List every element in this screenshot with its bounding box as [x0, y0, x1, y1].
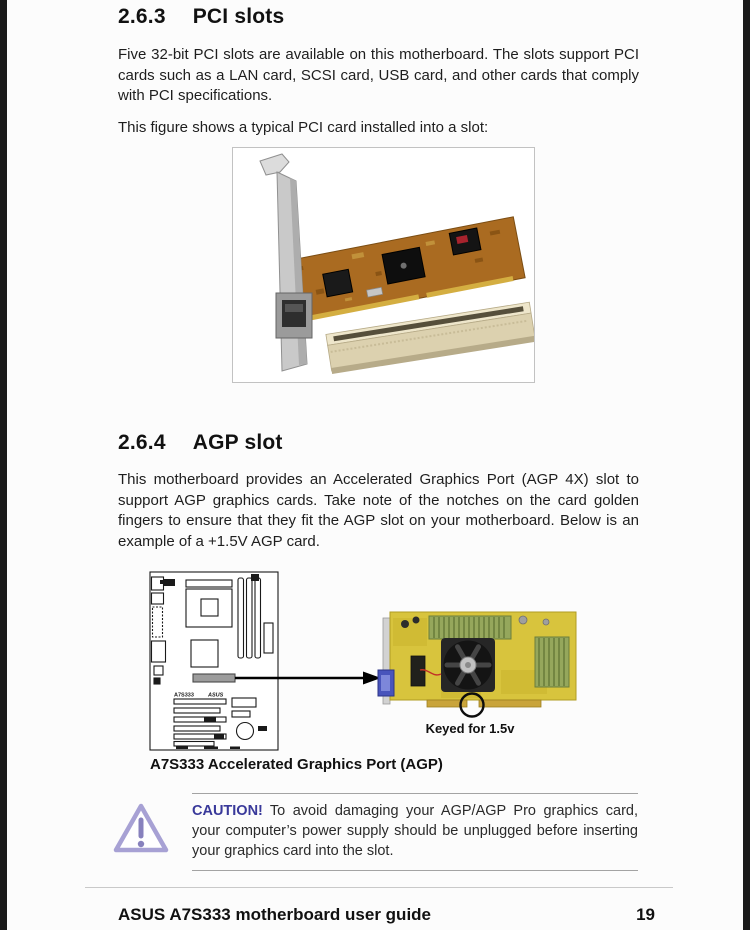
warning-icon	[112, 801, 170, 856]
agp-figure-caption: A7S333 Accelerated Graphics Port (AGP)	[150, 756, 443, 773]
agp-figure	[118, 568, 638, 760]
gpu-fan	[441, 638, 495, 692]
section-heading-agp	[118, 431, 283, 455]
agp-paragraph: This motherboard provides an Accelerated Graphics Port (AGP 4X) slot to support AGP graphics cards. Take note of the notches on the card golden fingers to ensure that they fit the AGP slot on your motherboard. Below is an example of a +1.5V AGP card.	[118, 471, 639, 550]
section-title: PCI slots	[192, 5, 285, 28]
motherboard-diagram	[150, 572, 278, 750]
agp-slot-highlight	[193, 674, 235, 682]
pci-figure-intro: This figure shows a typical PCI card installed into a slot:	[118, 119, 489, 136]
agp-card	[378, 612, 576, 707]
pci-card-illustration	[233, 148, 534, 382]
pci-slot-connector	[326, 302, 534, 374]
caution-label: CAUTION!	[192, 803, 263, 819]
vga-connector	[378, 670, 394, 696]
rj45-port	[276, 293, 312, 338]
agp-figure-illustration	[118, 568, 638, 760]
pci-paragraph: Five 32-bit PCI slots are available on this motherboard. The slots support PCI cards such as a LAN card, SCSI card, USB card, and other cards that comply with PCI specifications.	[118, 46, 639, 104]
board-model-label: A7S333	[174, 692, 194, 699]
memory-heatsink-top	[429, 616, 511, 639]
footer-rule	[85, 887, 673, 888]
pci-card-figure	[232, 147, 535, 383]
section-heading-pci	[118, 5, 284, 29]
caution-text	[192, 801, 638, 861]
keyed-label: Keyed for 1.5v	[425, 721, 515, 736]
screen-edge-right	[743, 0, 750, 930]
board-brand-label: ASUS	[208, 692, 224, 699]
page-number: 19	[636, 905, 655, 924]
footer-title: ASUS A7S333 motherboard user guide	[118, 905, 432, 924]
section-number: 2.6.3	[118, 5, 166, 28]
pci-card-pcb	[280, 217, 526, 324]
section-number: 2.6.4	[118, 431, 166, 454]
screen-edge-left	[0, 0, 7, 930]
section-title: AGP slot	[192, 431, 283, 454]
memory-heatsink-right	[535, 637, 569, 687]
caution-body: To avoid damaging your AGP/AGP Pro graphics card, your computer’s power supply should be unplugged before inserting your graphics card into the slot.	[192, 803, 638, 859]
caution-box	[192, 793, 638, 871]
